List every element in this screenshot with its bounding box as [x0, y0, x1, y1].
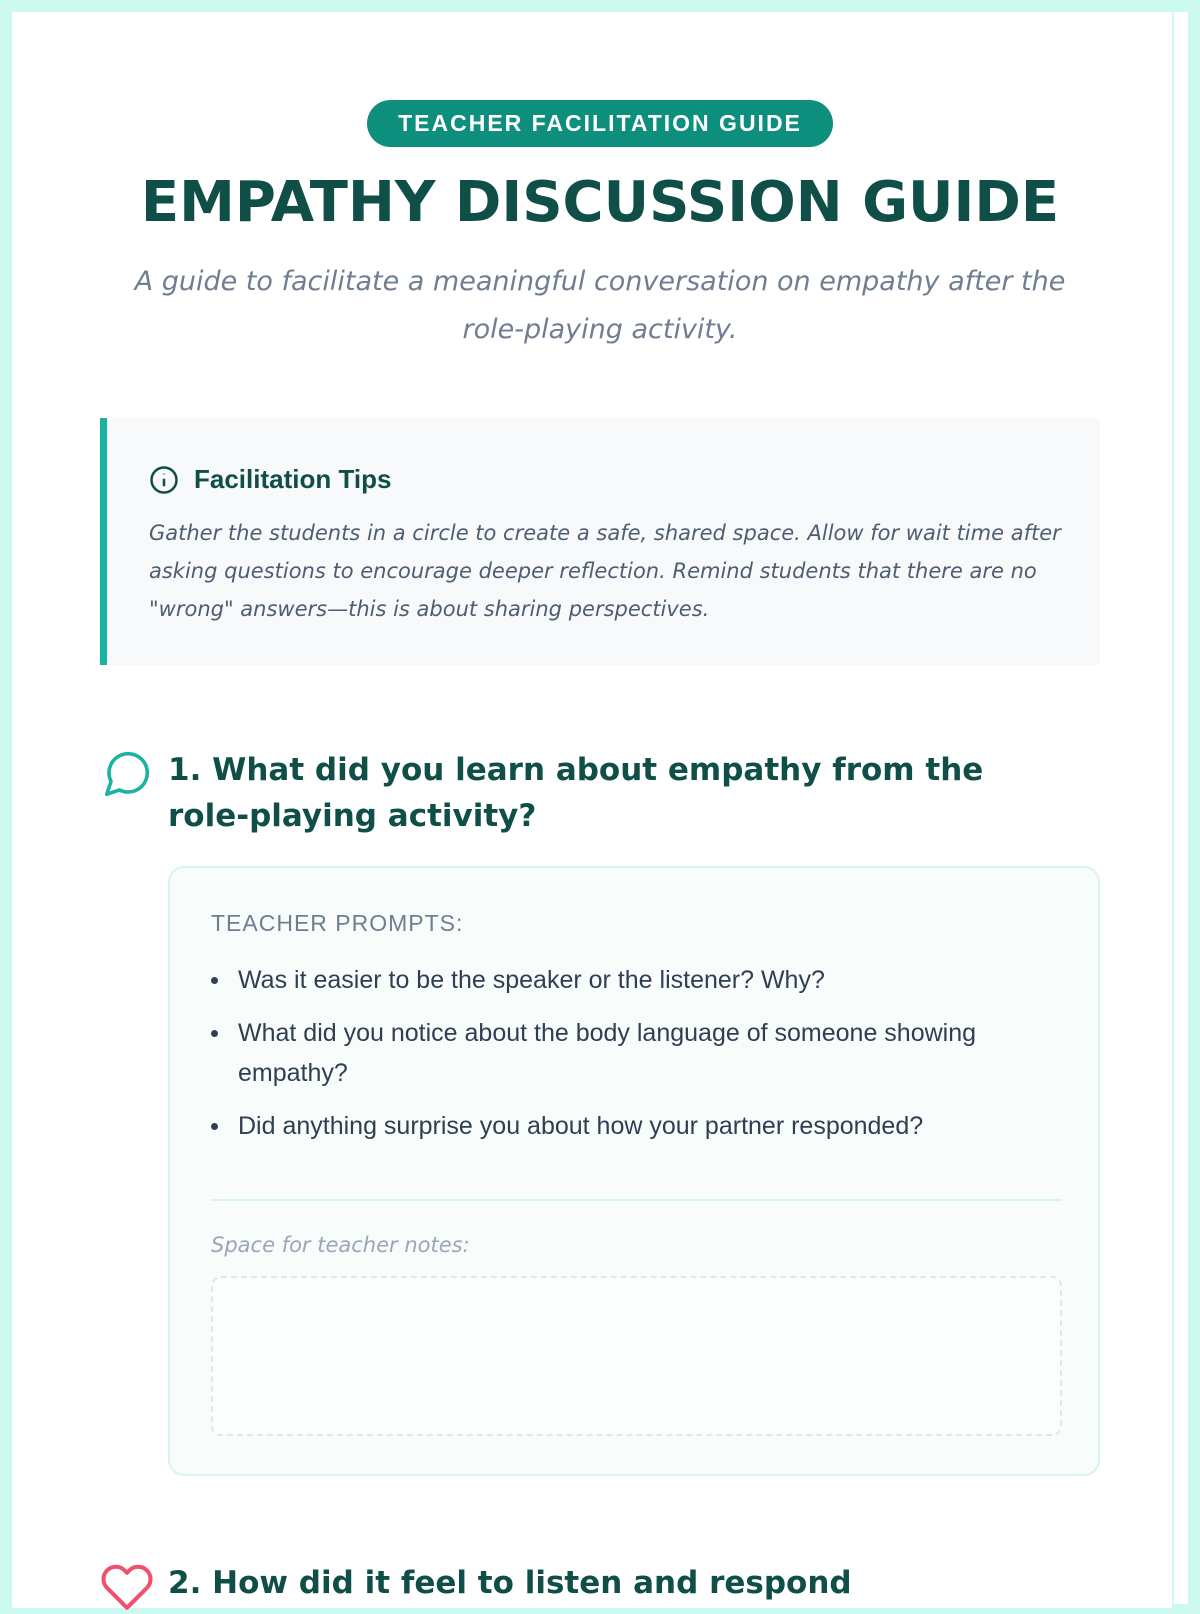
list-item: What did you notice about the body language of someone showing empathy? — [211, 1013, 1071, 1093]
list-item: Did anything surprise you about how your partner responded? — [211, 1106, 1071, 1146]
facilitation-tips-callout — [100, 418, 1100, 665]
question-1-title: 1. What did you learn about empathy from the role-playing activity? — [168, 752, 984, 834]
teacher-prompts-card — [168, 866, 1100, 1476]
heart-icon — [100, 1560, 154, 1614]
list-item: Was it easier to be the speaker or the listener? Why? — [211, 960, 1071, 1000]
tips-title: Facilitation Tips — [194, 464, 392, 494]
speech-bubble-icon — [100, 747, 154, 801]
divider — [211, 1199, 1062, 1201]
teacher-notes-label: Space for teacher notes: — [211, 1233, 470, 1257]
page-subtitle: A guide to facilitate a meaningful conversation on empathy after the role-playing activity. — [134, 266, 1066, 345]
teacher-notes-area[interactable] — [211, 1276, 1062, 1436]
teacher-prompts-list — [211, 960, 1071, 1159]
question-2-title: 2. How did it feel to listen and respond — [168, 1565, 852, 1601]
teacher-prompts-label: TEACHER PROMPTS: — [211, 910, 464, 936]
page-title: EMPATHY DISCUSSION GUIDE — [140, 170, 1060, 235]
tips-text: Gather the students in a circle to create a safe, shared space. Allow for wait time after asking questions to encourage deeper reflection. Remind students that there are no "wrong" answers—this is about sharing perspectives. — [149, 521, 1061, 621]
info-circle-icon — [149, 465, 179, 495]
tips-heading — [149, 464, 391, 495]
guide-type-badge: TEACHER FACILITATION GUIDE — [367, 100, 833, 147]
